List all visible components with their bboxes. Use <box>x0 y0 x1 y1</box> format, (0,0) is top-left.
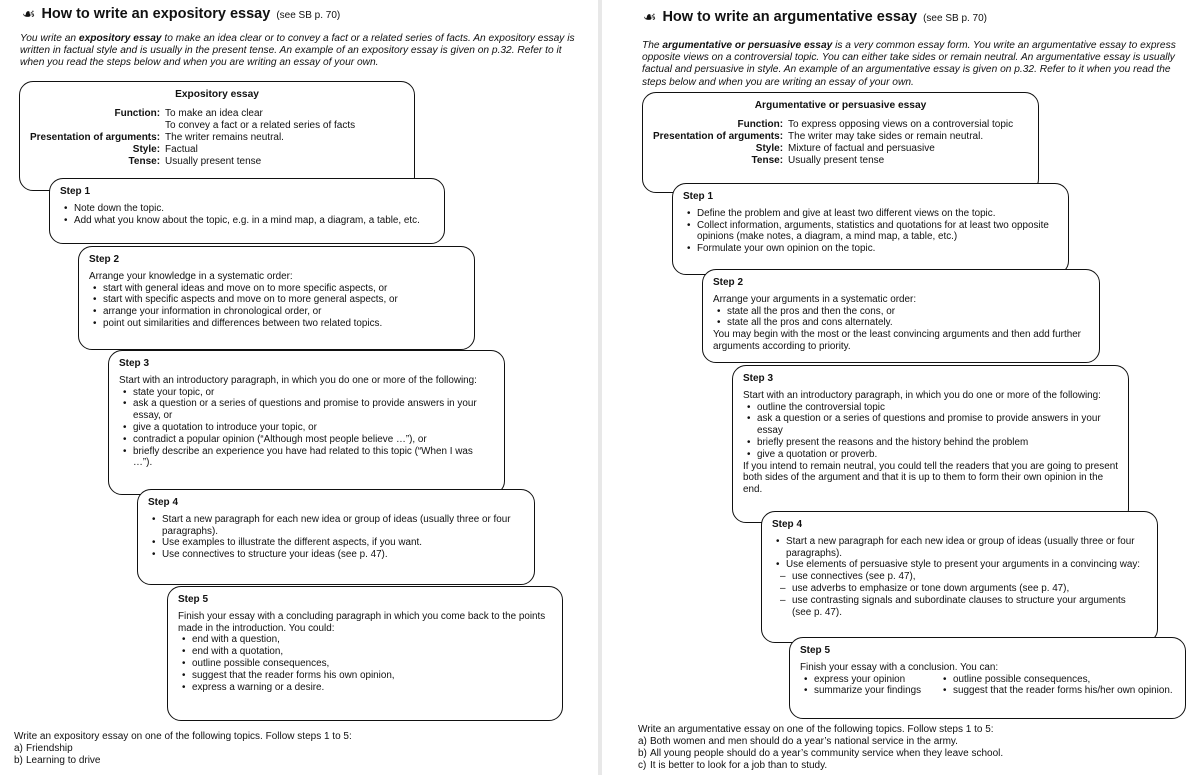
summary-key: Function: <box>737 118 784 130</box>
argumentative-header <box>643 7 987 25</box>
step-text: Arrange your knowledge in a systematic order: <box>89 270 293 282</box>
page-reference: (see SB p. 70) <box>923 13 988 24</box>
step-bullets <box>119 387 494 470</box>
bullet-item: • give a quotation to introduce your topic, or <box>133 422 494 434</box>
step-title: Step 2 <box>89 254 120 265</box>
step-3-box <box>108 350 505 495</box>
bullet-item: • outline the controversial topic <box>757 402 1118 414</box>
step-bullets-col1 <box>800 674 921 698</box>
bullet-item: • express your opinion <box>814 674 921 686</box>
summary-row <box>30 132 355 144</box>
step-3-box <box>732 365 1129 523</box>
bullet-item: • point out similarities and differences between two related topics. <box>103 318 464 330</box>
bullet-item: – use connectives (see p. 47), <box>792 571 1147 583</box>
bullet-item: • start with specific aspects and move on to more general aspects, or <box>103 294 464 306</box>
page-title: How to write an expository essay <box>41 6 271 22</box>
bullet-item: • arrange your information in chronological order, or <box>103 306 464 318</box>
step-bullets <box>772 536 1147 571</box>
summary-value: Factual <box>165 143 198 155</box>
summary-value: To make an idea clear <box>165 107 263 119</box>
step-title: Step 4 <box>148 497 179 508</box>
bullet-item: • Use examples to illustrate the different aspects, if you want. <box>162 537 524 549</box>
summary-row <box>30 120 355 132</box>
topic-text: It is better to look for a job than to study. <box>650 760 828 771</box>
bullet-item: • state all the pros and then the cons, or <box>727 306 1089 318</box>
step-text: Finish your essay with a conclusion. You can: <box>800 661 999 673</box>
bullet-item: • briefly present the reasons and the history behind the problem <box>757 437 1118 449</box>
summary-key: Function: <box>114 107 161 119</box>
bullet-item: • Note down the topic. <box>74 203 434 215</box>
summary-row <box>653 155 1013 167</box>
summary-table <box>30 108 355 168</box>
summary-row <box>30 144 355 156</box>
expository-task <box>14 731 574 767</box>
step-text: Start with an introductory paragraph, in which you do one or more of the following: <box>119 374 477 386</box>
bullet-item: • end with a question, <box>192 634 552 646</box>
topic-text: Learning to drive <box>26 755 101 766</box>
bullet-item: • Use connectives to structure your ideas (see p. 47). <box>162 549 524 561</box>
summary-key: Style: <box>755 142 784 154</box>
step-note: If you intend to remain neutral, you could tell the readers that you are going to present both sides of the argument and that it is up to them to form their own opinion in the end. <box>743 460 1118 496</box>
topic-text: Friendship <box>26 743 73 754</box>
task-topic <box>638 760 1198 772</box>
topic-letter: a) <box>14 743 23 754</box>
topic-letter: a) <box>638 736 647 747</box>
book-logo-icon: ☙ <box>643 9 657 26</box>
intro-paragraph: The argumentative or persuasive essay is a very common essay form. You write an argumentative essay to express opposite views on a controversial topic. You can either take sides or remain neutral. An argumentative essay is usually factual and persuasive in style. An example of an argumentative essay is given on p.32. Refer to it when you read the steps below and when you are writing an essay of your own. <box>642 40 1176 88</box>
step-1-box <box>49 178 445 244</box>
step-5-columns <box>800 674 1175 698</box>
bullet-item: • Start a new paragraph for each new idea or group of ideas (usually three or four paragraphs). <box>786 536 1147 560</box>
summary-key: Tense: <box>751 154 784 166</box>
bullet-item: • Define the problem and give at least two different views on the topic. <box>697 208 1058 220</box>
page-title: How to write an argumentative essay <box>662 9 918 25</box>
bullet-item: • ask a question or a series of questions and promise to provide answers in your essay, or <box>133 398 494 422</box>
summary-key <box>30 120 165 132</box>
summary-value: To express opposing views on a controversial topic <box>788 118 1014 130</box>
summary-row <box>30 156 355 168</box>
summary-table <box>653 119 1013 167</box>
summary-value: To convey a fact or a related series of facts <box>165 119 356 131</box>
step-title: Step 5 <box>178 594 209 605</box>
bullet-item: • Collect information, arguments, statistics and quotations for at least two opposite opinions (make notes, a diagram, a mind map, a table, etc.) <box>697 220 1058 244</box>
bullet-item: • start with general ideas and move on to more specific aspects, or <box>103 283 464 295</box>
step-1-box <box>672 183 1069 275</box>
task-instruction: Write an expository essay on one of the following topics. Follow steps 1 to 5: <box>14 731 352 742</box>
summary-value: Usually present tense <box>165 155 262 167</box>
summary-row <box>653 143 1013 155</box>
step-title: Step 3 <box>119 358 150 369</box>
bullet-item: • ask a question or a series of questions and promise to provide answers in your essay <box>757 413 1118 437</box>
step-text: Arrange your arguments in a systematic order: <box>713 293 917 305</box>
bullet-item: • contradict a popular opinion (“Although most people believe …”), or <box>133 434 494 446</box>
step-bullets <box>148 514 524 561</box>
topic-letter: b) <box>638 748 647 759</box>
bullet-item: • end with a quotation, <box>192 646 552 658</box>
topic-letter: b) <box>14 755 23 766</box>
bullet-item: • outline possible consequences, <box>953 674 1173 686</box>
step-bullets <box>89 283 464 330</box>
bullet-item: – use adverbs to emphasize or tone down arguments (see p. 47), <box>792 583 1147 595</box>
task-topic <box>638 736 1198 748</box>
step-4-box <box>761 511 1158 643</box>
argumentative-summary-box <box>642 92 1039 193</box>
step-5-box <box>789 637 1186 719</box>
step-title: Step 2 <box>713 277 744 288</box>
step-bullets <box>743 402 1118 461</box>
step-title: Step 3 <box>743 373 774 384</box>
task-topic <box>638 748 1198 760</box>
bullet-item: • suggest that the reader forms his own opinion, <box>192 670 552 682</box>
topic-letter: c) <box>638 760 647 771</box>
step-text: Start with an introductory paragraph, in which you do one or more of the following: <box>743 389 1101 401</box>
step-4-box <box>137 489 535 585</box>
expository-page <box>0 0 598 775</box>
summary-row <box>30 108 355 120</box>
step-note: You may begin with the most or the least convincing arguments and then add further arguments according to priority. <box>713 329 1081 352</box>
intro-paragraph: You write an expository essay to make an idea clear or to convey a fact or a related series of facts. An expository essay is written in factual style and is usually in the present tense. An example of an expository essay is given on p.32. Refer to it when you read the steps below and when you are writing an essay of your own. <box>20 33 575 69</box>
page-reference: (see SB p. 70) <box>276 10 341 21</box>
step-bullets <box>178 634 552 693</box>
bullet-item: • Use elements of persuasive style to present your arguments in a convincing way: <box>786 559 1147 571</box>
step-text: Finish your essay with a concluding paragraph in which you come back to the points made in the introduction. You could: <box>178 610 546 634</box>
summary-key: Presentation of arguments: <box>30 131 161 143</box>
bullet-item: • briefly describe an experience you have had related to this topic (“When I was …”). <box>133 446 494 470</box>
bullet-item: • Add what you know about the topic, e.g. in a mind map, a diagram, a table, etc. <box>74 215 434 227</box>
bullet-item: • state your topic, or <box>133 387 494 399</box>
topic-text: Both women and men should do a year’s national service in the army. <box>650 736 958 747</box>
task-instruction: Write an argumentative essay on one of the following topics. Follow steps 1 to 5: <box>638 724 994 735</box>
bullet-item: • Formulate your own opinion on the topic. <box>697 243 1058 255</box>
step-title: Step 1 <box>60 186 91 197</box>
summary-row <box>653 131 1013 143</box>
step-title: Step 5 <box>800 645 831 656</box>
bullet-item: • suggest that the reader forms his/her own opinion. <box>953 685 1173 697</box>
step-title: Step 1 <box>683 191 714 202</box>
bullet-item: • state all the pros and cons alternately. <box>727 317 1089 329</box>
summary-value: Usually present tense <box>788 154 885 166</box>
step-sub-bullets <box>772 571 1147 618</box>
step-2-box <box>702 269 1100 363</box>
bullet-item: • express a warning or a desire. <box>192 682 552 694</box>
step-5-box <box>167 586 563 721</box>
step-title: Step 4 <box>772 519 803 530</box>
book-logo-icon: ☙ <box>22 6 36 23</box>
task-topics <box>14 743 574 767</box>
step-bullets <box>683 208 1058 255</box>
argumentative-page <box>602 0 1200 775</box>
step-2-box <box>78 246 475 350</box>
summary-title: Expository essay <box>175 89 259 100</box>
step-bullets <box>713 306 1089 330</box>
task-topic <box>14 755 574 767</box>
expository-summary-box <box>19 81 415 191</box>
step-bullets-col2 <box>939 674 1173 698</box>
summary-key: Presentation of arguments: <box>653 130 784 142</box>
summary-value: Mixture of factual and persuasive <box>788 142 935 154</box>
summary-row <box>653 119 1013 131</box>
step-bullets <box>60 203 434 227</box>
bullet-item: • outline possible consequences, <box>192 658 552 670</box>
expository-header <box>22 4 340 22</box>
summary-key: Style: <box>132 143 161 155</box>
summary-key: Tense: <box>128 155 161 167</box>
bullet-item: • Start a new paragraph for each new idea or group of ideas (usually three or four paragraphs). <box>162 514 524 538</box>
topic-text: All young people should do a year’s community service when they leave school. <box>650 748 1004 759</box>
argumentative-task <box>638 724 1198 772</box>
task-topic <box>14 743 574 755</box>
task-topics <box>638 736 1198 772</box>
bullet-item: • summarize your findings <box>814 685 921 697</box>
summary-value: The writer remains neutral. <box>165 131 284 143</box>
bullet-item: • give a quotation or proverb. <box>757 449 1118 461</box>
summary-title: Argumentative or persuasive essay <box>754 100 927 111</box>
summary-value: The writer may take sides or remain neutral. <box>788 130 984 142</box>
bullet-item: – use contrasting signals and subordinate clauses to structure your arguments (see p. 47). <box>792 595 1147 619</box>
